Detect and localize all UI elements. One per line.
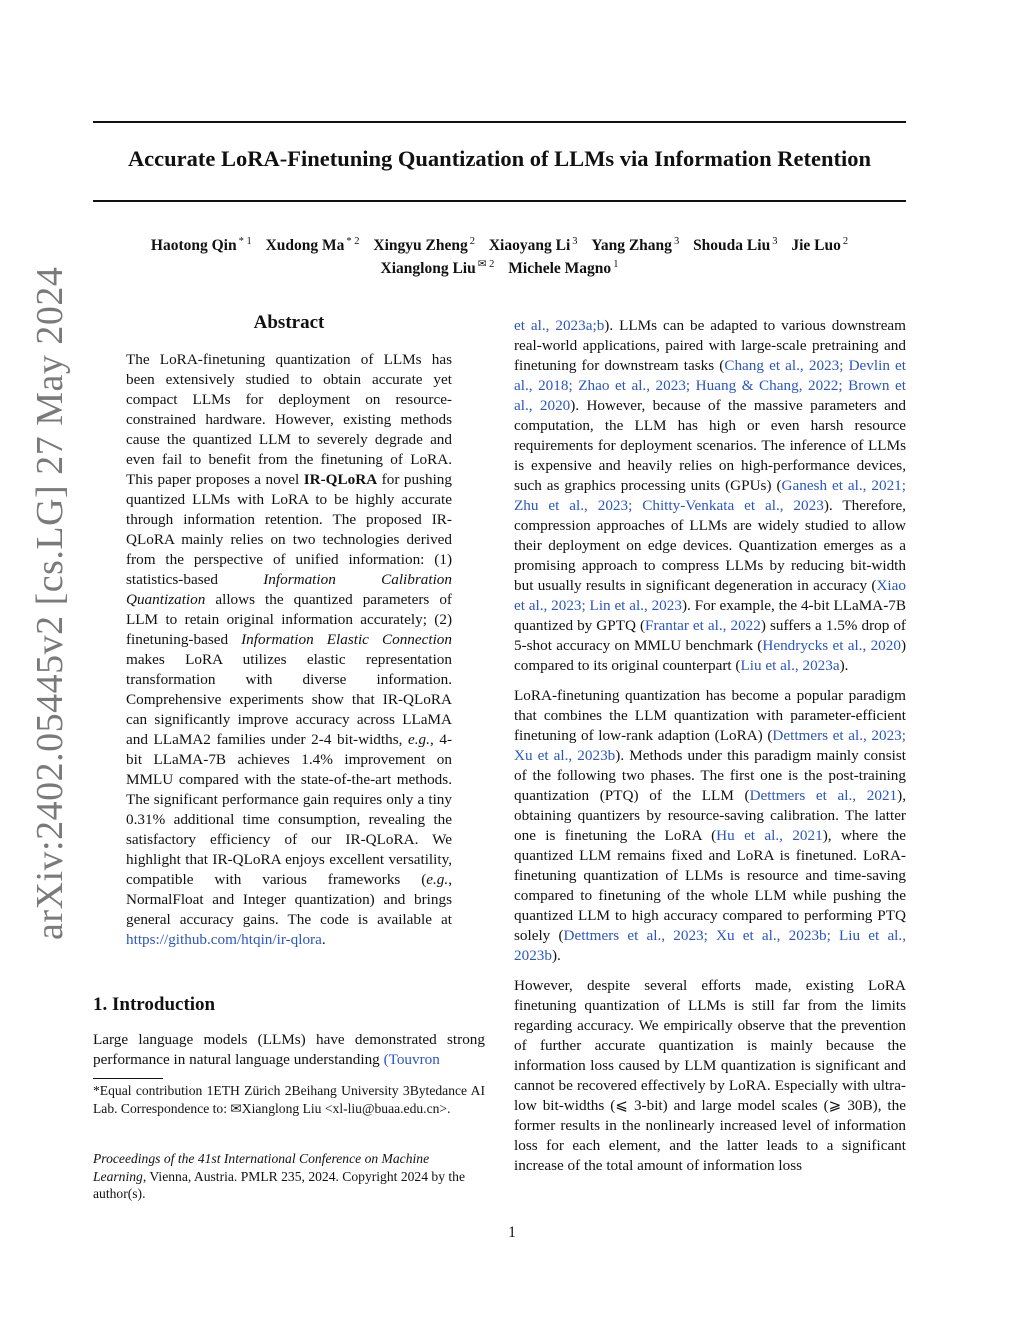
- author: Shouda Liu $^3$: [693, 236, 778, 255]
- paper-title: Accurate LoRA-Finetuning Quantization of LLMs via Information Retention: [127, 146, 872, 171]
- page-number: 1: [508, 1224, 516, 1241]
- author: Xianglong Liu $^{✉ 2}$: [380, 259, 495, 278]
- paragraph: However, despite several efforts made, existing LoRA finetuning quantization of LLMs is still far from the limits regarding accuracy. We empirically observe that the prevention of further accurate quantization is mainly because the information loss caused by LLM quantization is significant and cannot be recovered effectively by LoRA. Especially with ultra-low bit-widths (⩽ 3-bit) and large model scales (⩾ 30B), the former results in the nonlinearly increased level of information loss for each element, and the latter leads to a significant increase of the total amount of information loss: [514, 977, 906, 1174]
- author: Michele Magno $^1$: [508, 259, 619, 278]
- iec-term: Information Elastic Connection: [241, 631, 452, 648]
- author: Yang Zhang $^3$: [591, 236, 680, 255]
- citation-link[interactable]: Xiao et al., 2023; Lin et al., 2023: [514, 577, 906, 614]
- citation-link[interactable]: Hu et al., 2021: [716, 827, 823, 844]
- abstract-body: The LoRA-finetuning quantization of LLMs has been extensively studied to obtain accurate yet compact LLMs for deployment on resource-constrained hardware. However, existing methods cause the quantized LLM to severely degrade and even fail to benefit from the finetuning of LoRA. This paper proposes a novel IR-QLoRA for pushing quantized LLMs with LoRA to be highly accurate through information retention. The proposed IR-QLoRA mainly relies on two technologies derived from the perspective of unified information: (1) statistics-based Information Calibration Quantization allows the quantized parameters of LLM to retain original information accurately; (2) finetuning-based Information Elastic Connection makes LoRA utilizes elastic representation transformation with diverse information. Comprehensive experiments show that IR-QLoRA can significantly improve accuracy across LLaMA and LLaMA2 families under 2-4 bit-widths, e.g., 4-bit LLaMA-7B achieves 1.4% improvement on MMLU compared with the state-of-the-art methods. The significant performance gain requires only a tiny 0.31% additional time consumption, revealing the satisfactory efficiency of our IR-QLoRA. We highlight that IR-QLoRA enjoys excellent versatility, compatible with various frameworks (e.g., NormalFloat and Integer quantization) and brings general accuracy gains. The code is available at https://github.com/htqin/ir-qlora.: [126, 351, 452, 948]
- right-column: [514, 316, 906, 1186]
- citation-link[interactable]: Frantar et al., 2022: [645, 617, 761, 634]
- icq-term: Information Calibration Quantization: [126, 571, 452, 608]
- title-top-rule: [93, 121, 906, 123]
- citation-link[interactable]: Hendrycks et al., 2020: [762, 637, 901, 654]
- proceedings-note: Proceedings of the 41st International Conference on Machine Learning, Vienna, Austria. PMLR 235, 2024. Copyright 2024 by the author(s).: [93, 1151, 466, 1201]
- citation-link[interactable]: (Touvron: [383, 1051, 440, 1068]
- author: Haotong Qin $^{* 1}$: [150, 236, 252, 255]
- intro-heading: 1. Introduction: [93, 994, 216, 1015]
- footnote: *Equal contribution 1ETH Zürich 2Beihang University 3Bytedance AI Lab. Correspondence to: ✉Xianglong Liu <xl-liu@buaa.edu.cn>.: [93, 1083, 485, 1116]
- citation-link[interactable]: Dettmers et al., 2021: [749, 787, 898, 804]
- citation-link[interactable]: Chang et al., 2023; Devlin et al., 2018; Zhao et al., 2023; Huang & Chang, 2022; Brown et al., 2020: [514, 357, 906, 414]
- intro-body: Large language models (LLMs) have demonstrated strong performance in natural language understanding (Touvron: [93, 1031, 485, 1068]
- author: Jie Luo $^2$: [791, 236, 849, 255]
- citation-link[interactable]: Liu et al., 2023a: [740, 657, 840, 674]
- citation-link[interactable]: Ganesh et al., 2021; Zhu et al., 2023; Chitty-Venkata et al., 2023: [514, 477, 906, 514]
- author: Xiaoyang Li $^3$: [488, 236, 578, 255]
- paragraph: et al., 2023a;b). LLMs can be adapted to various downstream real-world applications, paired with large-scale pretraining and finetuning for downstream tasks (Chang et al., 2023; Devlin et al., 2018; Zhao et al., 2023; Huang & Chang, 2022; Brown et al., 2020). However, because of the massive parameters and computation, the LLM has high or even harsh resource requirements for deployment scenarios. The inference of LLMs is expensive and heavily relies on high-performance devices, such as graphics processing units (GPUs) (Ganesh et al., 2021; Zhu et al., 2023; Chitty-Venkata et al., 2023). Therefore, compression approaches of LLMs are widely studied to allow their deployment on edge devices. Quantization emerges as a promising approach to compress LLMs by reducing bit-width but usually results in significant degeneration in accuracy (Xiao et al., 2023; Lin et al., 2023). For example, the 4-bit LLaMA-7B quantized by GPTQ (Frantar et al., 2022) suffers a 1.5% drop of 5-shot accuracy on MMLU benchmark (Hendrycks et al., 2020) compared to its original counterpart (Liu et al., 2023a).: [514, 317, 907, 674]
- footnote-rule: [93, 1078, 163, 1079]
- code-link[interactable]: https://github.com/htqin/ir-qlora: [126, 931, 322, 948]
- author: Xudong Ma $^{* 2}$: [265, 236, 360, 255]
- author-list-line-2: [93, 258, 906, 278]
- citation-link[interactable]: Dettmers et al., 2023; Xu et al., 2023b: [514, 727, 906, 764]
- title-bottom-rule: [93, 200, 906, 202]
- citation-link[interactable]: Dettmers et al., 2023; Xu et al., 2023b; Liu et al., 2023b: [514, 927, 906, 964]
- method-name: IR-QLoRA: [303, 471, 378, 488]
- paragraph: LoRA-finetuning quantization has become a popular paradigm that combines the LLM quantization with parameter-efficient finetuning of low-rank adaption (LoRA) (Dettmers et al., 2023; Xu et al., 2023b). Methods under this paradigm mainly consist of the following two phases. The first one is the post-training quantization (PTQ) of the LLM (Dettmers et al., 2021), obtaining quantizers by resource-saving calibration. The latter one is finetuning the LoRA (Hu et al., 2021), where the quantized LLM remains fixed and LoRA is finetuned. LoRA-finetuning quantization of LLMs is resource and time-saving compared to finetuning of the whole LLM while pushing the quantized LLM to high accuracy compared to performing PTQ solely (Dettmers et al., 2023; Xu et al., 2023b; Liu et al., 2023b).: [514, 687, 906, 964]
- citation-link[interactable]: et al., 2023a;b: [514, 317, 605, 334]
- arxiv-identifier: arXiv:2402.05445v2 [cs.LG] 27 May 2024: [29, 266, 71, 940]
- author-list-line-1: [93, 236, 906, 255]
- abstract-heading: Abstract: [253, 312, 325, 333]
- author: Xingyu Zheng $^2$: [373, 236, 475, 255]
